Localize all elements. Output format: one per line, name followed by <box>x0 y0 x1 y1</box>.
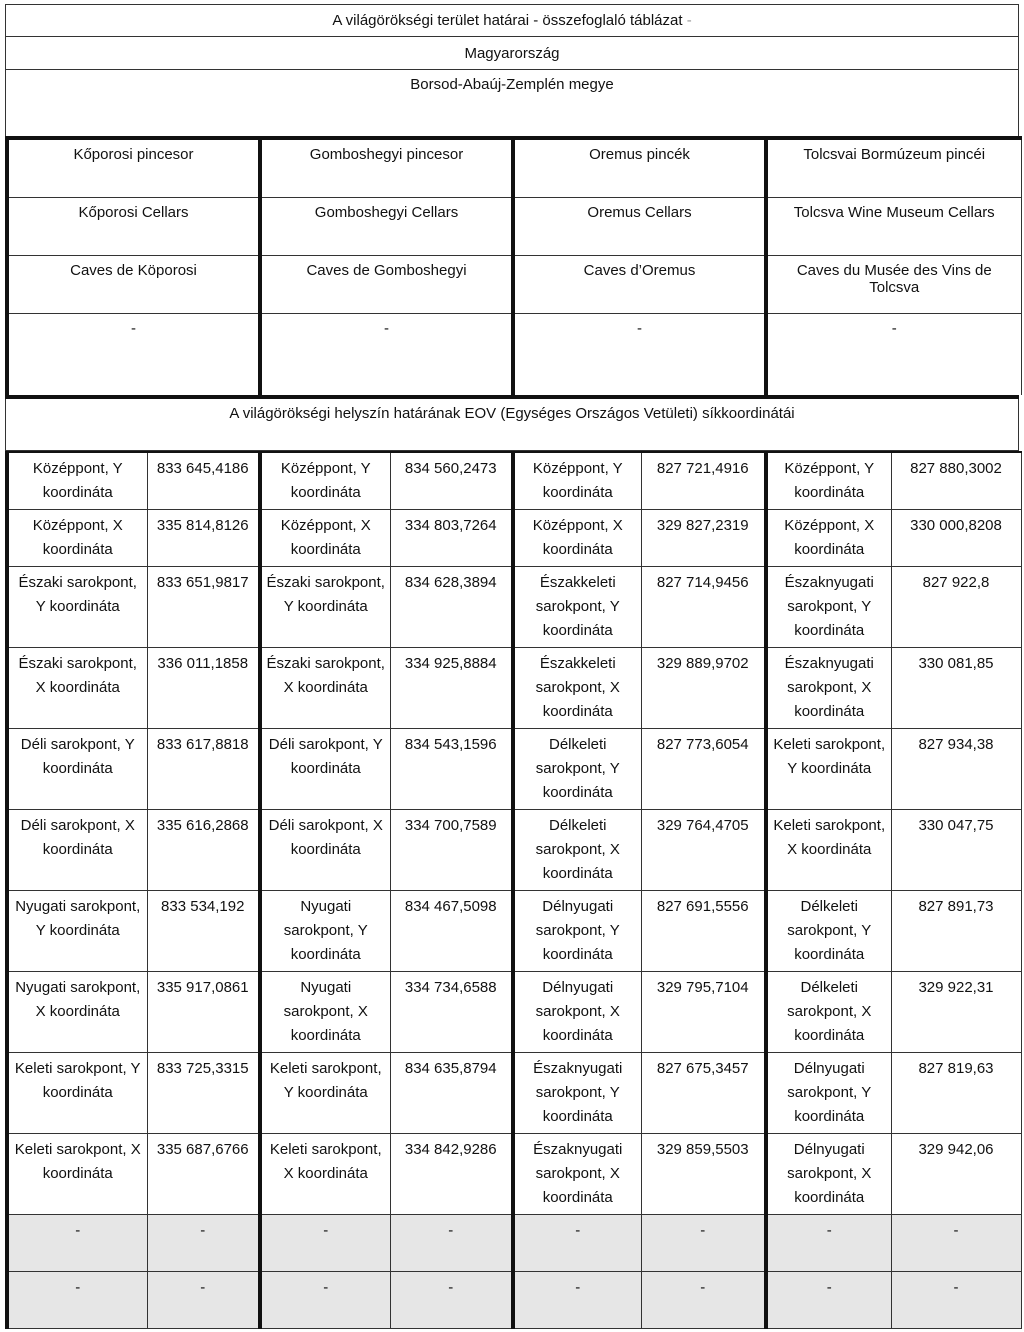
empty-cell: - <box>260 1215 390 1272</box>
coordinate-value: 336 011,1858 <box>147 648 260 729</box>
coordinate-value: 335 616,2868 <box>147 810 260 891</box>
table-row <box>7 1134 1021 1215</box>
coordinate-label: Keleti sarokpont, Y koordináta <box>260 1053 390 1134</box>
coordinate-label: Középpont, X koordináta <box>513 510 641 567</box>
coordinate-value: 827 675,3457 <box>641 1053 766 1134</box>
empty-cell: - <box>891 1272 1021 1329</box>
coordinate-label: Északi sarokpont, Y koordináta <box>7 567 147 648</box>
coordinate-label: Délnyugati sarokpont, Y koordináta <box>766 1053 891 1134</box>
country-label: Magyarország <box>464 44 560 62</box>
empty-cell: - <box>641 1272 766 1329</box>
coordinate-label: Északnyugati sarokpont, Y koordináta <box>766 567 891 648</box>
coordinate-label: Északi sarokpont, X koordináta <box>7 648 147 729</box>
empty-cell: - <box>7 1272 147 1329</box>
summary-title-dash: - <box>686 12 692 29</box>
coordinate-value: 834 543,1596 <box>390 729 513 810</box>
site-names-table <box>5 136 1022 395</box>
coordinate-value: 833 645,4186 <box>147 452 260 510</box>
county-label: Borsod-Abaúj-Zemplén megye <box>410 76 614 93</box>
coordinate-label: Nyugati sarokpont, Y koordináta <box>7 891 147 972</box>
empty-cell: - <box>513 1272 641 1329</box>
coordinate-value: 834 467,5098 <box>390 891 513 972</box>
coordinate-value: 334 842,9286 <box>390 1134 513 1215</box>
coordinate-value: 834 635,8794 <box>390 1053 513 1134</box>
coordinate-label: Középpont, Y koordináta <box>513 452 641 510</box>
empty-cell: - <box>7 1215 147 1272</box>
coordinate-value: 833 534,192 <box>147 891 260 972</box>
coordinate-value: 827 922,8 <box>891 567 1021 648</box>
coordinate-value: 827 891,73 <box>891 891 1021 972</box>
coordinate-label: Délnyugati sarokpont, X koordináta <box>766 1134 891 1215</box>
coordinate-label: Délkeleti sarokpont, X koordináta <box>766 972 891 1053</box>
coordinate-value: 330 081,85 <box>891 648 1021 729</box>
table-row <box>7 1053 1021 1134</box>
coordinate-value: 334 803,7264 <box>390 510 513 567</box>
site-name-en: Kőporosi Cellars <box>7 198 260 256</box>
site-extra: - <box>766 314 1021 396</box>
summary-title: A világörökségi terület határai - összefoglaló táblázat <box>332 12 683 29</box>
coordinate-value: 827 714,9456 <box>641 567 766 648</box>
eov-title: A világörökségi helyszín határának EOV (Egységes Országos Vetületi) síkkoordinátái <box>6 397 1019 451</box>
coordinate-label: Nyugati sarokpont, X koordináta <box>7 972 147 1053</box>
county-cell <box>6 70 1019 137</box>
site-extra: - <box>7 314 260 396</box>
empty-cell: - <box>891 1215 1021 1272</box>
coordinate-label: Déli sarokpont, X koordináta <box>260 810 390 891</box>
coordinate-value: 827 819,63 <box>891 1053 1021 1134</box>
coordinate-label: Középpont, X koordináta <box>260 510 390 567</box>
coordinate-label: Középpont, X koordináta <box>7 510 147 567</box>
empty-cell: - <box>260 1272 390 1329</box>
site-name-en: Tolcsva Wine Museum Cellars <box>766 198 1021 256</box>
coordinate-label: Középpont, Y koordináta <box>260 452 390 510</box>
coordinate-label: Középpont, X koordináta <box>766 510 891 567</box>
coordinate-value: 827 721,4916 <box>641 452 766 510</box>
coordinate-value: 329 827,2319 <box>641 510 766 567</box>
coordinate-value: 335 687,6766 <box>147 1134 260 1215</box>
site-name-fr: Caves de Köporosi <box>7 256 260 314</box>
coordinate-label: Déli sarokpont, Y koordináta <box>7 729 147 810</box>
coordinate-label: Keleti sarokpont, Y koordináta <box>7 1053 147 1134</box>
summary-title-cell <box>6 5 1019 37</box>
coordinate-label: Északnyugati sarokpont, X koordináta <box>513 1134 641 1215</box>
coordinate-label: Északi sarokpont, Y koordináta <box>260 567 390 648</box>
empty-cell: - <box>147 1272 260 1329</box>
table-row <box>7 510 1021 567</box>
table-row <box>7 452 1021 510</box>
table-row <box>7 972 1021 1053</box>
site-name-en: Oremus Cellars <box>513 198 766 256</box>
site-extra: - <box>513 314 766 396</box>
coordinate-label: Nyugati sarokpont, Y koordináta <box>260 891 390 972</box>
empty-cell: - <box>641 1215 766 1272</box>
table-row <box>7 648 1021 729</box>
coordinate-value: 827 880,3002 <box>891 452 1021 510</box>
coordinate-label: Északnyugati sarokpont, Y koordináta <box>513 1053 641 1134</box>
coordinate-label: Délnyugati sarokpont, X koordináta <box>513 972 641 1053</box>
coordinate-label: Északkeleti sarokpont, X koordináta <box>513 648 641 729</box>
coordinate-label: Nyugati sarokpont, X koordináta <box>260 972 390 1053</box>
coordinate-label: Délkeleti sarokpont, Y koordináta <box>513 729 641 810</box>
site-name-fr: Caves de Gomboshegyi <box>260 256 513 314</box>
coordinate-value: 329 922,31 <box>891 972 1021 1053</box>
coordinate-value: 335 917,0861 <box>147 972 260 1053</box>
site-extra: - <box>260 314 513 396</box>
empty-row <box>7 1215 1021 1272</box>
table-row <box>7 567 1021 648</box>
coordinate-value: 334 925,8884 <box>390 648 513 729</box>
coordinate-label: Délkeleti sarokpont, X koordináta <box>513 810 641 891</box>
country-cell <box>6 37 1019 70</box>
empty-row <box>7 1272 1021 1329</box>
coordinate-value: 334 700,7589 <box>390 810 513 891</box>
coordinate-label: Középpont, Y koordináta <box>766 452 891 510</box>
coordinate-label: Keleti sarokpont, X koordináta <box>7 1134 147 1215</box>
table-row <box>7 729 1021 810</box>
coordinate-value: 833 651,9817 <box>147 567 260 648</box>
coordinate-label: Északkeleti sarokpont, Y koordináta <box>513 567 641 648</box>
coordinate-value: 329 859,5503 <box>641 1134 766 1215</box>
empty-cell: - <box>390 1215 513 1272</box>
site-name-hu: Oremus pincék <box>513 138 766 198</box>
coordinate-value: 330 000,8208 <box>891 510 1021 567</box>
coordinate-label: Északnyugati sarokpont, X koordináta <box>766 648 891 729</box>
coordinate-value: 334 734,6588 <box>390 972 513 1053</box>
coordinate-value: 834 560,2473 <box>390 452 513 510</box>
coordinate-label: Déli sarokpont, Y koordináta <box>260 729 390 810</box>
coordinate-value: 330 047,75 <box>891 810 1021 891</box>
site-name-fr: Caves du Musée des Vins de Tolcsva <box>766 256 1021 314</box>
header-table <box>5 4 1019 136</box>
coordinate-value: 827 773,6054 <box>641 729 766 810</box>
coordinate-value: 833 617,8818 <box>147 729 260 810</box>
coordinate-value: 827 691,5556 <box>641 891 766 972</box>
empty-cell: - <box>513 1215 641 1272</box>
eov-title-table <box>5 395 1019 451</box>
site-name-fr: Caves d’Oremus <box>513 256 766 314</box>
coordinate-label: Keleti sarokpont, X koordináta <box>260 1134 390 1215</box>
coordinate-value: 335 814,8126 <box>147 510 260 567</box>
coordinates-table <box>5 451 1022 1329</box>
coordinate-value: 329 889,9702 <box>641 648 766 729</box>
empty-cell: - <box>766 1272 891 1329</box>
coordinate-label: Délkeleti sarokpont, Y koordináta <box>766 891 891 972</box>
coordinate-value: 329 764,4705 <box>641 810 766 891</box>
site-name-hu: Kőporosi pincesor <box>7 138 260 198</box>
coordinate-value: 833 725,3315 <box>147 1053 260 1134</box>
site-name-hu: Tolcsvai Bormúzeum pincéi <box>766 138 1021 198</box>
coordinate-label: Északi sarokpont, X koordináta <box>260 648 390 729</box>
site-name-en: Gomboshegyi Cellars <box>260 198 513 256</box>
empty-cell: - <box>390 1272 513 1329</box>
site-name-hu: Gomboshegyi pincesor <box>260 138 513 198</box>
document-page <box>5 4 1019 1329</box>
coordinate-label: Keleti sarokpont, X koordináta <box>766 810 891 891</box>
table-row <box>7 810 1021 891</box>
empty-cell: - <box>147 1215 260 1272</box>
coordinate-label: Keleti sarokpont, Y koordináta <box>766 729 891 810</box>
empty-cell: - <box>766 1215 891 1272</box>
coordinate-label: Délnyugati sarokpont, Y koordináta <box>513 891 641 972</box>
coordinate-value: 827 934,38 <box>891 729 1021 810</box>
coordinate-value: 329 942,06 <box>891 1134 1021 1215</box>
coordinate-label: Középpont, Y koordináta <box>7 452 147 510</box>
coordinate-label: Déli sarokpont, X koordináta <box>7 810 147 891</box>
coordinate-value: 834 628,3894 <box>390 567 513 648</box>
table-row <box>7 891 1021 972</box>
coordinate-value: 329 795,7104 <box>641 972 766 1053</box>
